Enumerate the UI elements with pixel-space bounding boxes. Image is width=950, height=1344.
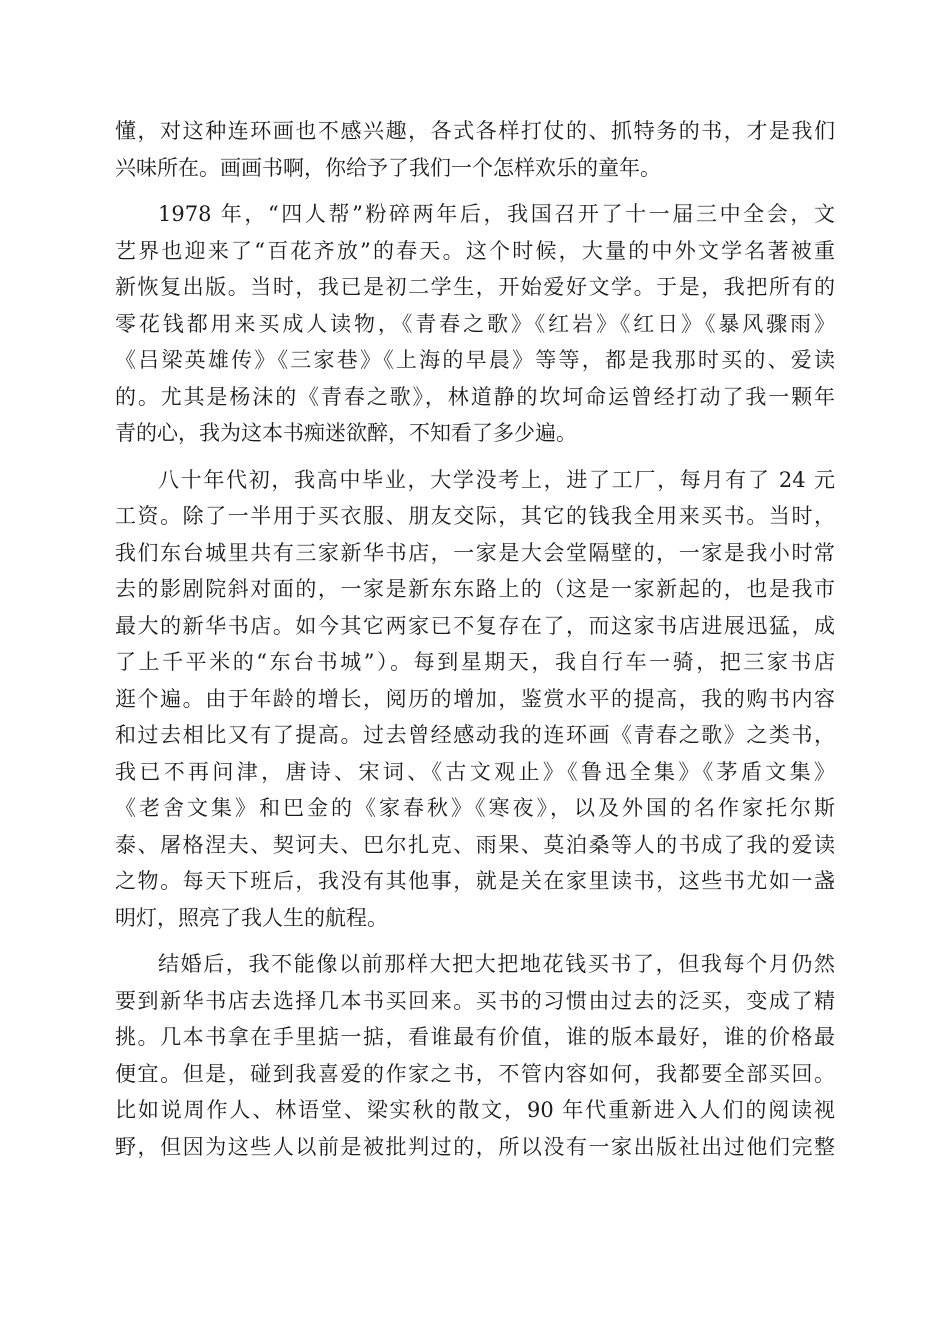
text-line: 了上千平米的“东台书城”）。每到星期天，我自行车一骑，把三家书店: [115, 650, 835, 674]
text-line: 的。尤其是杨沫的《青春之歌》，林道静的坎坷命运曾经打动了我一颗年: [115, 384, 835, 409]
text-line: 我已不再问津，唐诗、宋词、《古文观止》《鲁迅全集》《茅盾文集》: [115, 759, 835, 784]
text-line: 工资。除了一半用于买衣服、朋友交际，其它的钱我全用来买书。当时，: [115, 504, 835, 528]
text-line: 和过去相比又有了提高。过去曾经感动我的连环画《青春之歌》之类书，: [115, 723, 835, 747]
text-line: 最大的新华书店。如今其它两家已不复存在了，而这家书店进展迅猛，成: [115, 613, 835, 638]
paragraph-2: [115, 196, 835, 452]
text-line: 零花钱都用来买成人读物，《青春之歌》《红岩》《红日》《暴风骤雨》: [115, 311, 835, 336]
text-line: 艺界也迎来了“百花齐放”的春天。这个时候，大量的中外文学名著被重: [115, 238, 835, 263]
paragraph-4: [115, 946, 835, 1165]
text-line: 之物。每天下班后，我没有其他事，就是关在家里读书，这些书尤如一盏: [115, 869, 835, 893]
text-line: 逛个遍。由于年龄的增长，阅历的增加，鉴赏水平的提高，我的购书内容: [115, 686, 835, 711]
text-line: 明灯，照亮了我人生的航程。: [115, 905, 388, 930]
paragraph-gap: [115, 186, 835, 196]
text-line: 兴味所在。画画书啊，你给予了我们一个怎样欢乐的童年。: [115, 155, 661, 180]
text-line: 《老舍文集》和巴金的《家春秋》《寒夜》，以及外国的名作家托尔斯: [115, 796, 835, 820]
text-line: 青的心，我为这本书痴迷欲醉，不知看了多少遍。: [115, 421, 577, 445]
body-text: [115, 113, 835, 1165]
text-line: 八十年代初，我高中毕业，大学没考上，进了工厂，每月有了 24 元: [158, 467, 835, 492]
paragraph-gap: [115, 452, 835, 462]
text-line: 结婚后，我不能像以前那样大把大把地花钱买书了，但我每个月仍然: [158, 952, 835, 976]
text-line: 我们东台城里共有三家新华书店，一家是大会堂隔壁的，一家是我小时常: [115, 540, 835, 565]
paragraph-3: [115, 462, 835, 937]
text-line: 便宜。但是，碰到我喜爱的作家之书，不管内容如何，我都要全部买回。: [115, 1061, 835, 1086]
text-line: 泰、屠格涅夫、契诃夫、巴尔扎克、雨果、莫泊桑等人的书成了我的爱读: [115, 832, 835, 857]
paragraph-1: [115, 113, 835, 186]
text-line: 挑。几本书拿在手里掂一掂，看谁最有价值，谁的版本最好，谁的价格最: [115, 1025, 835, 1049]
text-line: 新恢复出版。当时，我已是初二学生，开始爱好文学。于是，我把所有的: [115, 275, 835, 299]
text-line: 1978 年，“四人帮”粉碎两年后，我国召开了十一届三中全会，文: [158, 202, 835, 226]
text-line: 比如说周作人、林语堂、梁实秋的散文，90 年代重新进入人们的阅读视: [115, 1098, 835, 1122]
text-line: 去的影剧院斜对面的，一家是新东东路上的（这是一家新起的，也是我市: [115, 577, 835, 601]
text-line: 《吕梁英雄传》《三家巷》《上海的早晨》等等，都是我那时买的、爱读: [115, 348, 835, 372]
paragraph-gap: [115, 936, 835, 946]
text-line: 要到新华书店去选择几本书买回来。买书的习惯由过去的泛买，变成了精: [115, 988, 835, 1013]
text-line: 懂，对这种连环画也不感兴趣，各式各样打仗的、抓特务的书，才是我们: [115, 119, 835, 143]
text-line: 野，但因为这些人以前是被批判过的，所以没有一家出版社出过他们完整: [115, 1134, 835, 1159]
